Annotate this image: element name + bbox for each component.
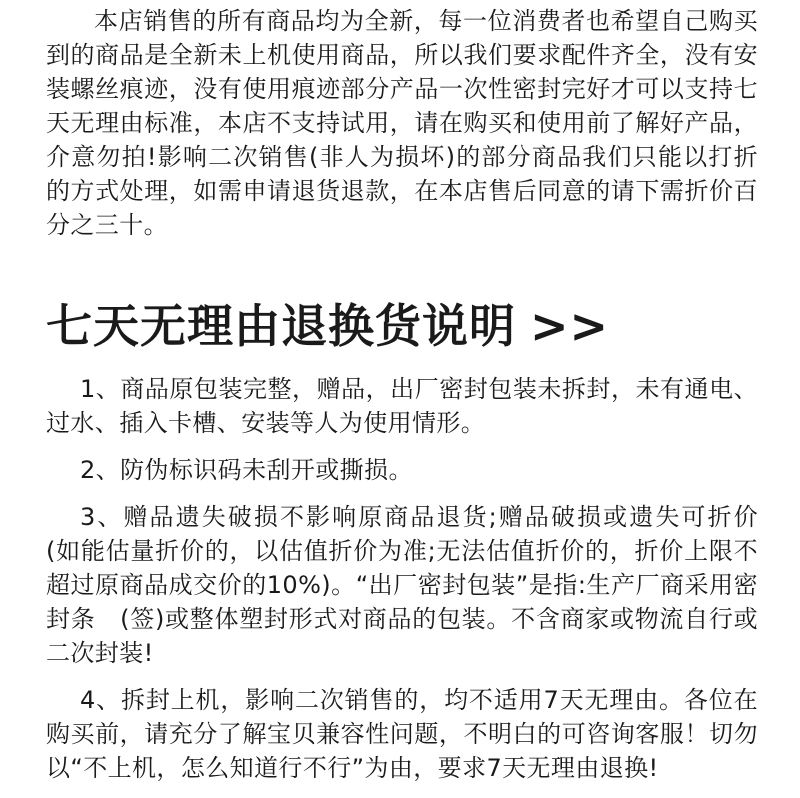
section-heading-title: 七天无理由退换货说明 bbox=[46, 299, 516, 353]
rule-item-1: 1、商品原包装完整，赠品，出厂密封包装未拆封，未有通电、过水、插入卡槽、安装等人为使用情形。 bbox=[46, 375, 758, 437]
section-heading bbox=[46, 296, 609, 356]
rule-item-2: 2、防伪标识码未刮开或撕损。 bbox=[80, 456, 413, 484]
intro-paragraph: 本店销售的所有商品均为全新，每一位消费者也希望自己购买到的商品是全新未上机使用商品，所以我们要求配件齐全，没有安装螺丝痕迹，没有使用痕迹部分产品一次性密封完好才可以支持七天无理由标准，本店不支持试用，请在购买和使用前了解好产品，介意勿拍!影响二次销售(非人为损坏)的部分商品我们只能以打折的方式处理，如需申请退货退款，在本店售后同意的请下需折价百分之三十。 bbox=[46, 7, 758, 239]
rule-item-3: 3、赠品遗失破损不影响原商品退货;赠品破损或遗失可折价 (如能估量折价的，以估值折价为准;无法估值折价的，折价上限不超过原商品成交价的10%)。“出厂密封包装”是指:生产厂商采用密封条 (签)或整体塑封形式对商品的包装。不含商家或物流自行或二次封装! bbox=[46, 503, 783, 667]
rule-item-4: 4、拆封上机，影响二次销售的，均不适用7天无理由。各位在购买前，请充分了解宝贝兼容性问题，不明白的可咨询客服！切勿以“不上机，怎么知道行不行”为由，要求7天无理由退换! bbox=[46, 686, 758, 782]
section-heading-arrows: >> bbox=[530, 299, 610, 353]
rules-list bbox=[46, 372, 783, 798]
